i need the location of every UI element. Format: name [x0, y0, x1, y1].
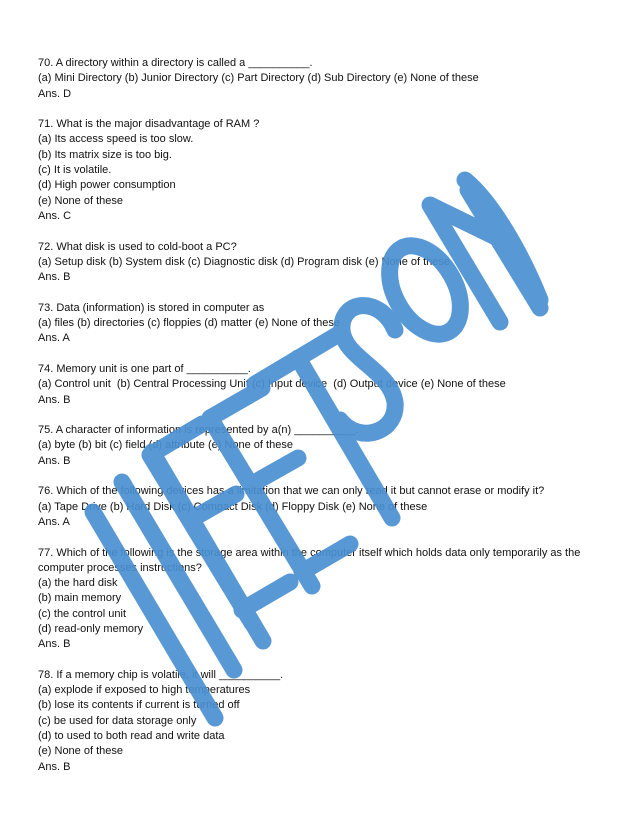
- answer-line: Ans. B: [38, 638, 71, 651]
- question-text: 77. Which of the following is the storage area within the computer itself which holds data only temporarily as the computer processes instructions?: [38, 546, 581, 574]
- question-text: 73. Data (information) is stored in computer as: [38, 301, 265, 314]
- option-line: (d) read-only memory: [38, 622, 144, 635]
- question-block: [38, 301, 628, 347]
- option-line: (e) None of these: [38, 194, 123, 207]
- option-line: (c) the control unit: [38, 607, 127, 620]
- option-line: (a) Tape Drive (b) Hard Disk (c) Compact Disk (d) Floppy Disk (e) None of these: [38, 500, 428, 513]
- question-text: 76. Which of the following devices has a limitation that we can only read it but cannot erase or modify it?: [38, 485, 545, 498]
- question-text: 72. What disk is used to cold-boot a PC?: [38, 240, 237, 253]
- option-line: (c) It is volatile.: [38, 164, 112, 177]
- option-line: (a) the hard disk: [38, 577, 118, 590]
- answer-line: Ans. B: [38, 393, 71, 406]
- answer-line: Ans. B: [38, 760, 71, 773]
- document-page: [38, 56, 628, 775]
- option-line: (a) explode if exposed to high temperatures: [38, 684, 251, 697]
- answer-line: Ans. D: [38, 87, 72, 100]
- question-text: 74. Memory unit is one part of __________.: [38, 362, 251, 375]
- option-line: (c) be used for data storage only: [38, 714, 197, 727]
- answer-line: Ans. B: [38, 271, 71, 284]
- option-line: (a) byte (b) bit (c) field (d) attribute (e) None of these: [38, 439, 293, 452]
- question-text: 75. A character of information is represented by a(n) __________.: [38, 424, 359, 437]
- question-block: [38, 362, 628, 408]
- option-line: (d) High power consumption: [38, 179, 176, 192]
- option-line: (a) files (b) directories (c) floppies (d) matter (e) None of these: [38, 317, 340, 330]
- answer-line: Ans. C: [38, 209, 72, 222]
- question-block: [38, 56, 628, 102]
- option-line: (a) Its access speed is too slow.: [38, 133, 194, 146]
- question-block: [38, 240, 628, 286]
- question-block: [38, 117, 628, 224]
- option-line: (a) Setup disk (b) System disk (c) Diagnostic disk (d) Program disk (e) None of these: [38, 255, 451, 268]
- option-line: (b) lose its contents if current is turned off: [38, 699, 240, 712]
- option-line: (b) main memory: [38, 592, 122, 605]
- question-text: 78. If a memory chip is volatile, it will __________.: [38, 668, 284, 681]
- option-line: (e) None of these: [38, 745, 123, 758]
- option-line: (a) Control unit (b) Central Processing Unit (c) Input device (d) Output device (e) None of these: [38, 378, 506, 391]
- answer-line: Ans. A: [38, 515, 70, 528]
- question-text: 71. What is the major disadvantage of RAM ?: [38, 118, 260, 131]
- question-block: [38, 546, 628, 653]
- question-block: [38, 668, 628, 775]
- option-line: (a) Mini Directory (b) Junior Directory (c) Part Directory (d) Sub Directory (e) None of these: [38, 72, 479, 85]
- answer-line: Ans. B: [38, 454, 71, 467]
- question-block: [38, 484, 628, 530]
- question-text: 70. A directory within a directory is called a __________.: [38, 57, 313, 69]
- answer-line: Ans. A: [38, 332, 70, 345]
- option-line: (b) Its matrix size is too big.: [38, 148, 172, 161]
- question-block: [38, 423, 628, 469]
- option-line: (d) to used to both read and write data: [38, 730, 225, 743]
